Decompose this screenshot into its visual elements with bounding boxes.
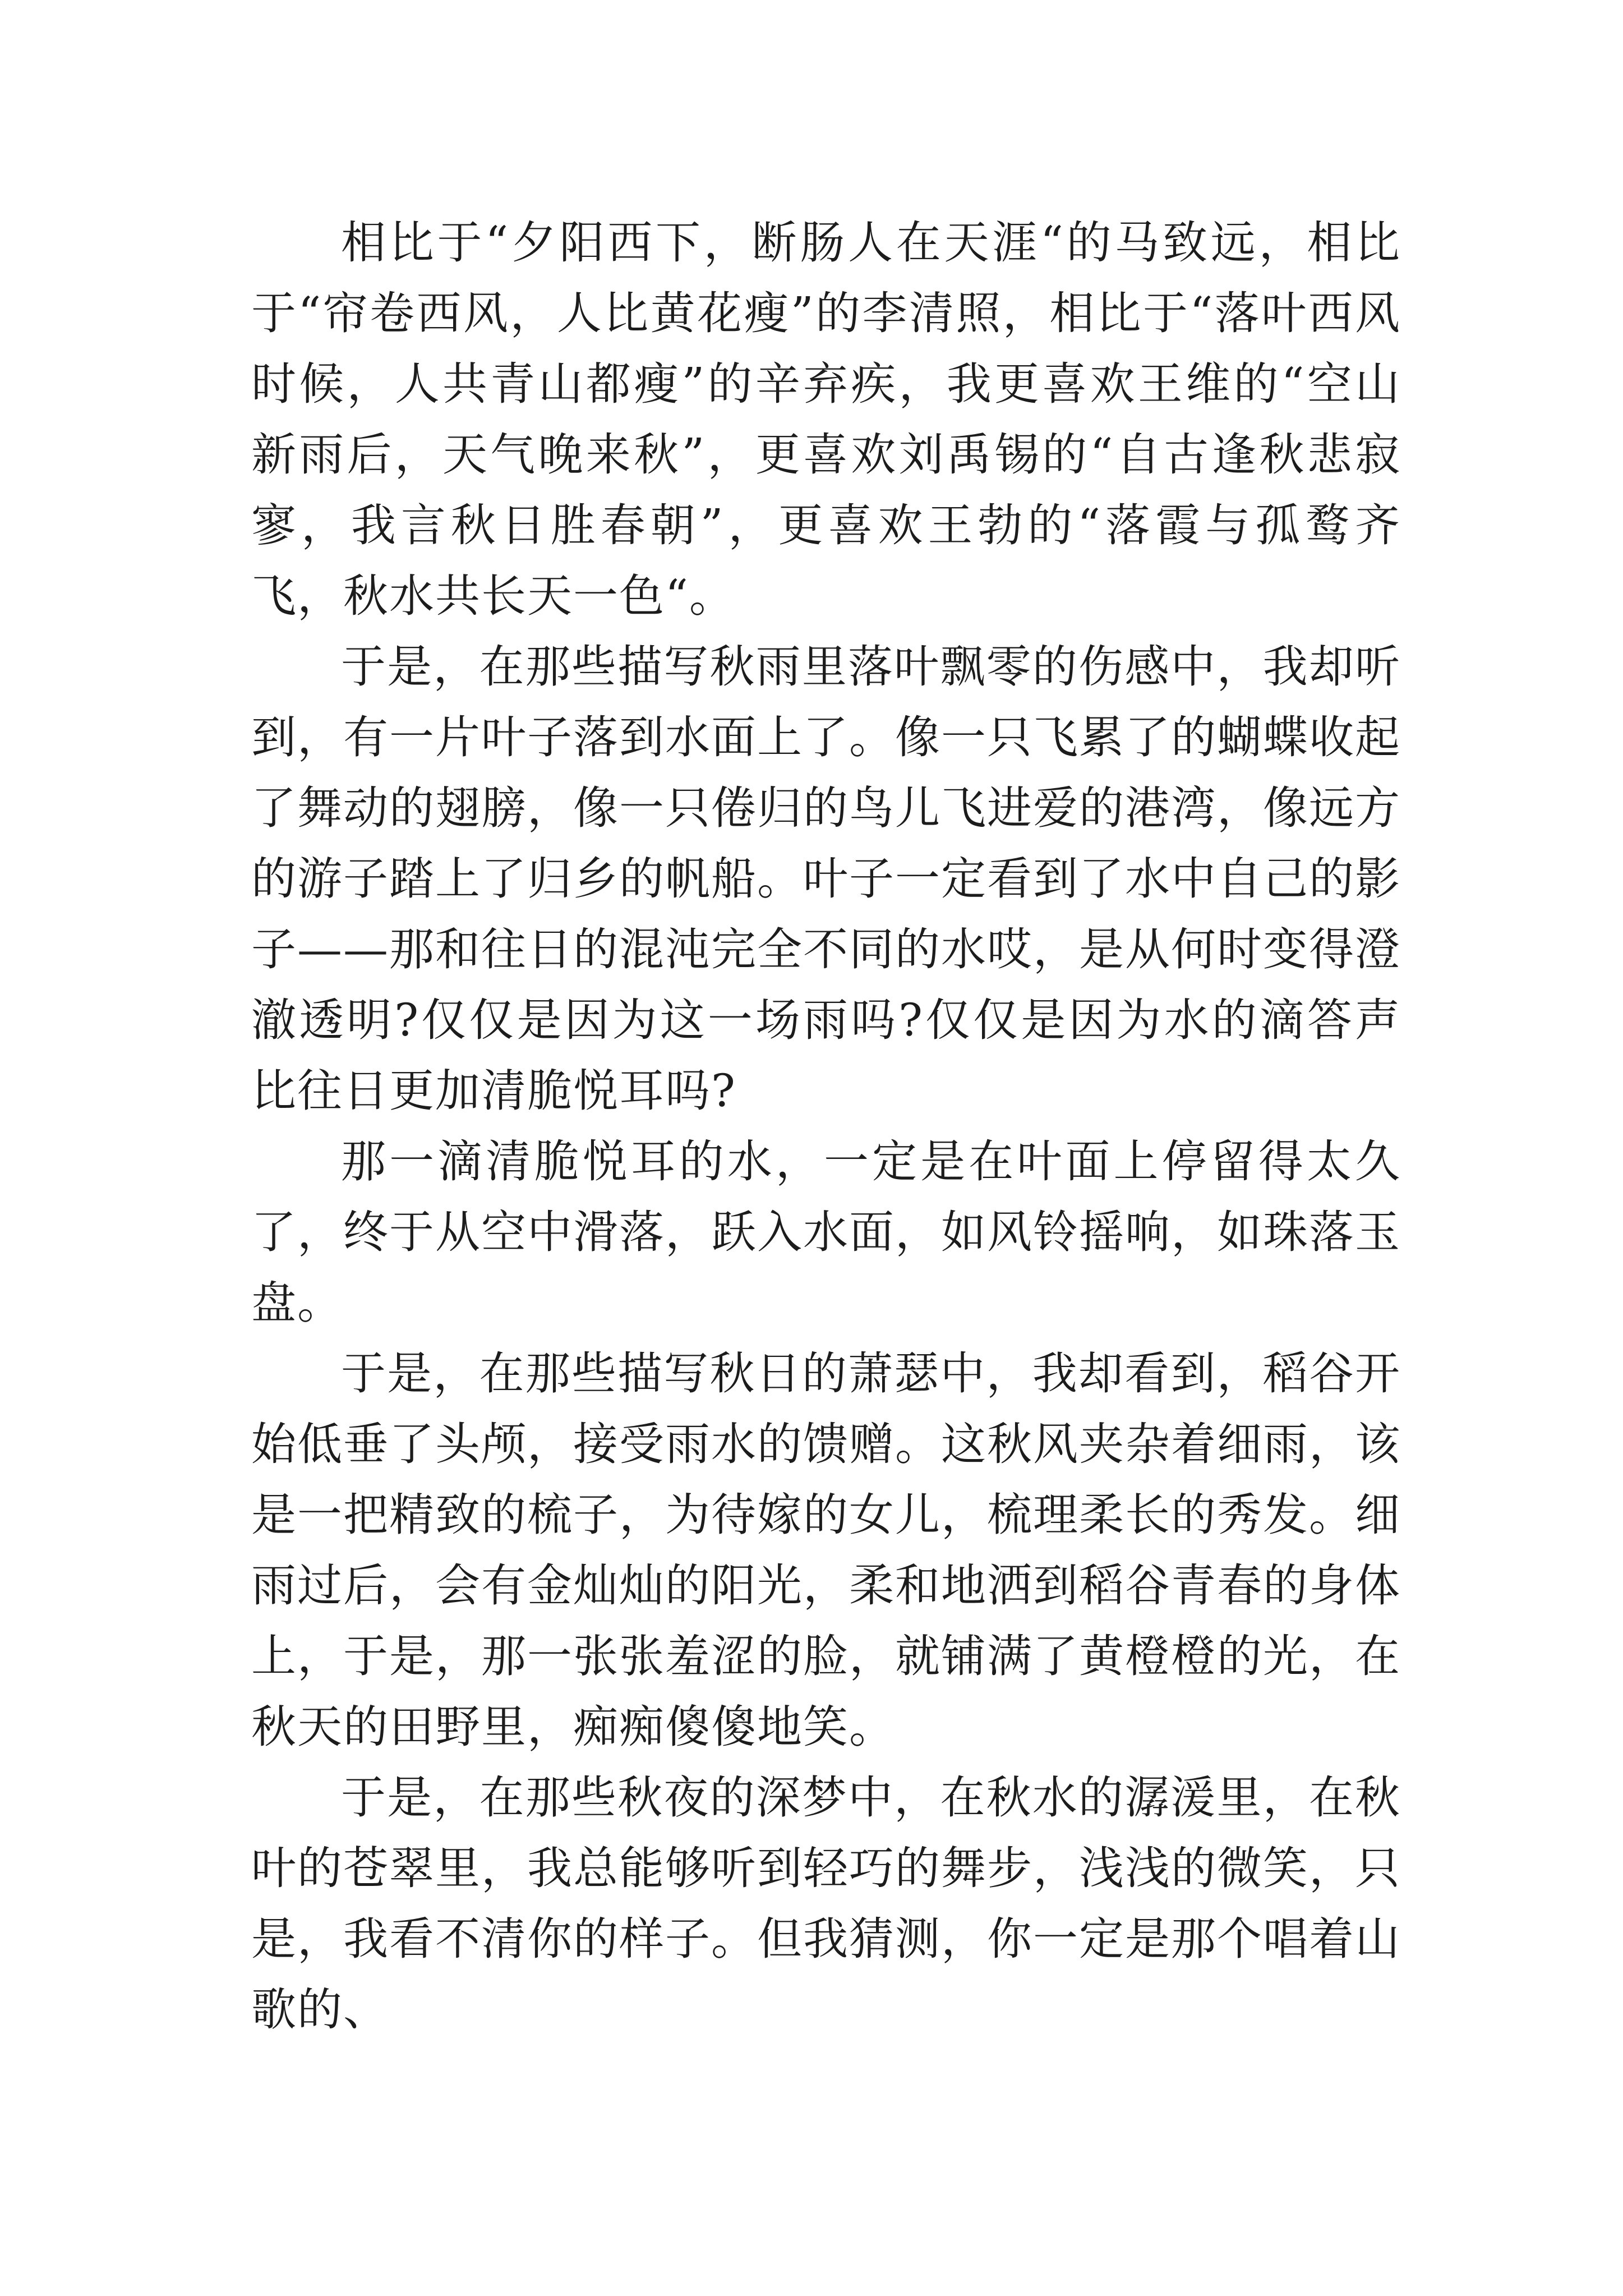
paragraph: 那一滴清脆悦耳的水，一定是在叶面上停留得太久了，终于从空中滑落，跃入水面，如风铃摇响，如珠落玉盘。 [251,1135,1401,1329]
paragraph: 于是，在那些秋夜的深梦中，在秋水的潺湲里，在秋叶的苍翠里，我总能够听到轻巧的舞步，浅浅的微笑，只是，我看不清你的样子。但我猜测，你一定是那个唱着山歌的、 [251,1772,1401,2036]
paragraph: 相比于“夕阳西下，断肠人在天涯“的马致远，相比于“帘卷西风，人比黄花瘦”的李清照，相比于“落叶西风时候，人共青山都瘦”的辛弃疾，我更喜欢王维的“空山新雨后，天气晚来秋”，更喜欢刘禹锡的“自古逢秋悲寂寥，我言秋日胜春朝”，更喜欢王勃的“落霞与孤鹜齐飞，秋水共长天一色“。 [251,217,1401,622]
paragraph: 于是，在那些描写秋日的萧瑟中，我却看到，稻谷开始低垂了头颅，接受雨水的馈赠。这秋风夹杂着细雨，该是一把精致的梳子，为待嫁的女儿，梳理柔长的秀发。细雨过后，会有金灿灿的阳光，柔和地洒到稻谷青春的身体上，于是，那一张张羞涩的脸，就铺满了黄橙橙的光，在秋天的田野里，痴痴傻傻地笑。 [251,1347,1401,1753]
essay-body [251,208,1401,2045]
paragraph: 于是，在那些描写秋雨里落叶飘零的伤感中，我却听到，有一片叶子落到水面上了。像一只飞累了的蝴蝶收起了舞动的翅膀，像一只倦归的鸟儿飞进爱的港湾，像远方的游子踏上了归乡的帆船。叶子一定看到了水中自己的影子——那和往日的混沌完全不同的水哎，是从何时变得澄澈透明?仅仅是因为这一场雨吗?仅仅是因为水的滴答声比往日更加清脆悦耳吗? [251,641,1401,1117]
